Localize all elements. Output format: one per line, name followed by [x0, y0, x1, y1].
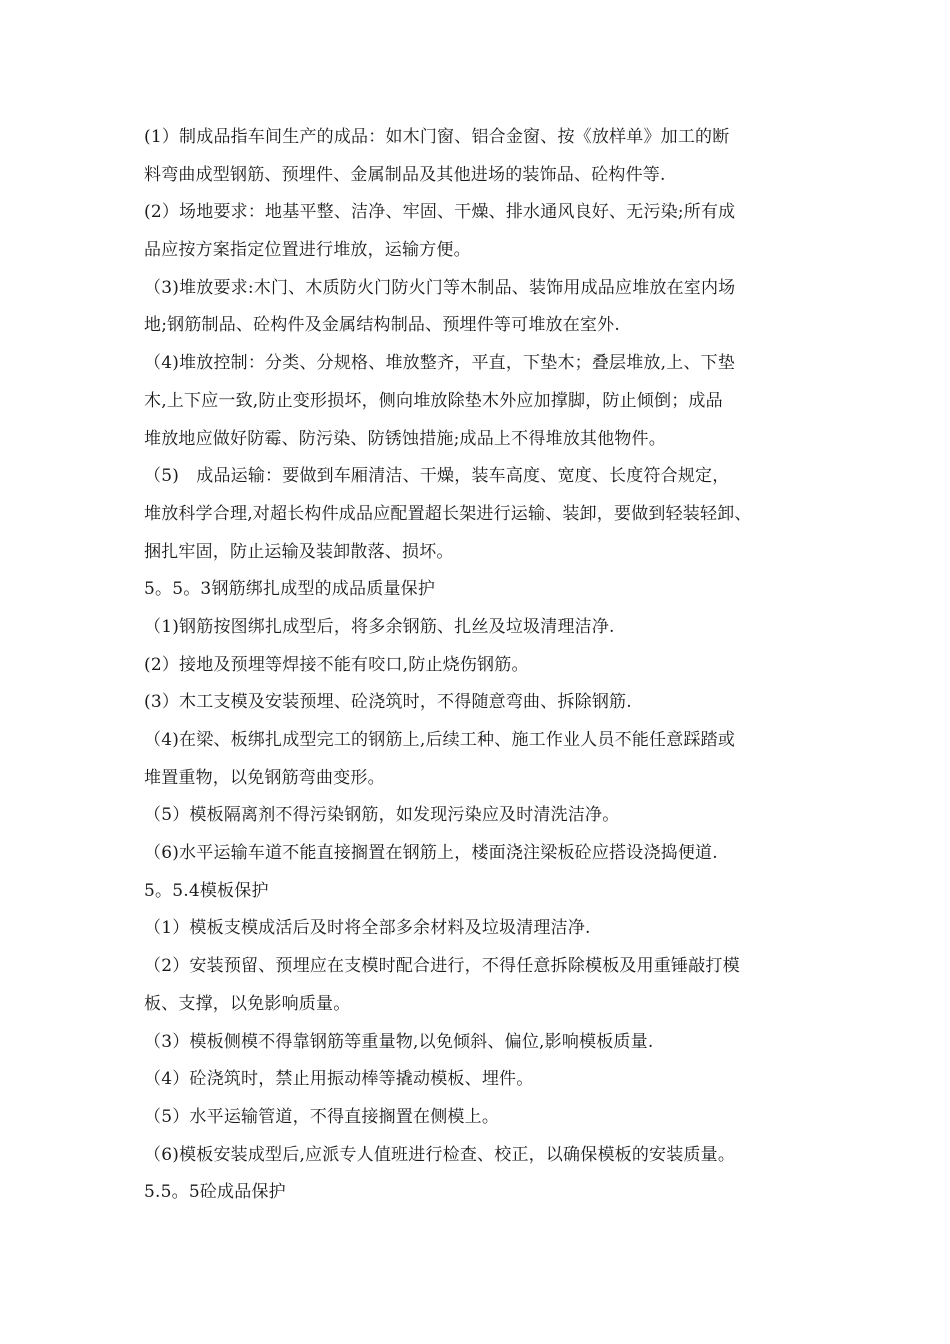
document-body [144, 119, 824, 1212]
text-line: 料弯曲成型钢筋、预埋件、金属制品及其他进场的装饰品、砼构件等. [144, 164, 666, 185]
text-line: (2）接地及预埋等焊接不能有咬口,防止烧伤钢筋。 [144, 654, 529, 675]
text-line: （6)模板安装成型后,应派专人值班进行检查、校正，以确保模板的安装质量。 [144, 1144, 736, 1165]
text-line: 捆扎牢固，防止运输及装卸散落、损坏。 [144, 541, 454, 562]
text-line: 板、支撑，以免影响质量。 [144, 993, 351, 1014]
text-line: 木,上下应一致,防止变形损坏，侧向堆放除垫木外应加撑脚，防止倾倒；成品 [144, 390, 723, 411]
text-line: 堆放科学合理,对超长构件成品应配置超长架进行运输、装卸，要做到轻装轻卸、 [144, 503, 752, 524]
text-line: （6)水平运输车道不能直接搁置在钢筋上，楼面浇注梁板砼应搭设浇捣便道. [144, 843, 718, 864]
section-heading: 5。5.4模板保护 [144, 880, 269, 901]
text-line: （4)堆放控制：分类、分规格、堆放整齐，平直，下垫木；叠层堆放,上、下垫 [144, 353, 736, 374]
text-line: (3）木工支模及安装预埋、砼浇筑时，不得随意弯曲、拆除钢筋. [144, 692, 632, 713]
text-line: （5）模板隔离剂不得污染钢筋，如发现污染应及时清洗洁净。 [144, 805, 620, 826]
text-line: (2）场地要求：地基平整、洁净、牢固、干燥、排水通风良好、无污染;所有成 [144, 202, 736, 223]
text-line: （4)在梁、板绑扎成型完工的钢筋上,后续工种、施工作业人员不能任意踩踏或 [144, 730, 736, 750]
text-line: （4）砼浇筑时，禁止用振动棒等撬动模板、埋件。 [144, 1069, 534, 1090]
section-heading: 5.5。5砼成品保护 [144, 1182, 286, 1203]
text-line: （3）模板侧模不得靠钢筋等重量物,以免倾斜、偏位,影响模板质量. [144, 1031, 654, 1052]
text-line: （1）模板支模成活后及时将全部多余材料及垃圾清理洁净. [144, 918, 591, 939]
text-line: （5）水平运输管道，不得直接搁置在侧模上。 [144, 1106, 500, 1127]
text-line: 堆置重物，以免钢筋弯曲变形。 [144, 767, 385, 788]
text-line: （3)堆放要求:木门、木质防火门防火门等木制品、装饰用成品应堆放在室内场 [144, 277, 736, 298]
text-line: （2）安装预留、预埋应在支模时配合进行，不得任意拆除模板及用重锤敲打模 [144, 956, 740, 977]
text-line: 品应按方案指定位置进行堆放，运输方便。 [144, 240, 471, 261]
text-line: （5) 成品运输：要做到车厢清洁、干燥，装车高度、宽度、长度符合规定， [144, 466, 730, 487]
text-line: 堆放地应做好防霉、防污染、防锈蚀措施;成品上不得堆放其他物件。 [144, 428, 666, 449]
section-heading: 5。5。3钢筋绑扎成型的成品质量保护 [144, 579, 436, 600]
text-line: (1）制成品指车间生产的成品：如木门窗、铝合金窗、按《放样单》加工的断 [144, 127, 730, 147]
text-line: （1)钢筋按图绑扎成型后，将多余钢筋、扎丝及垃圾清理洁净. [144, 616, 615, 637]
text-line: 地;钢筋制品、砼构件及金属结构制品、预埋件等可堆放在室外. [144, 315, 620, 336]
